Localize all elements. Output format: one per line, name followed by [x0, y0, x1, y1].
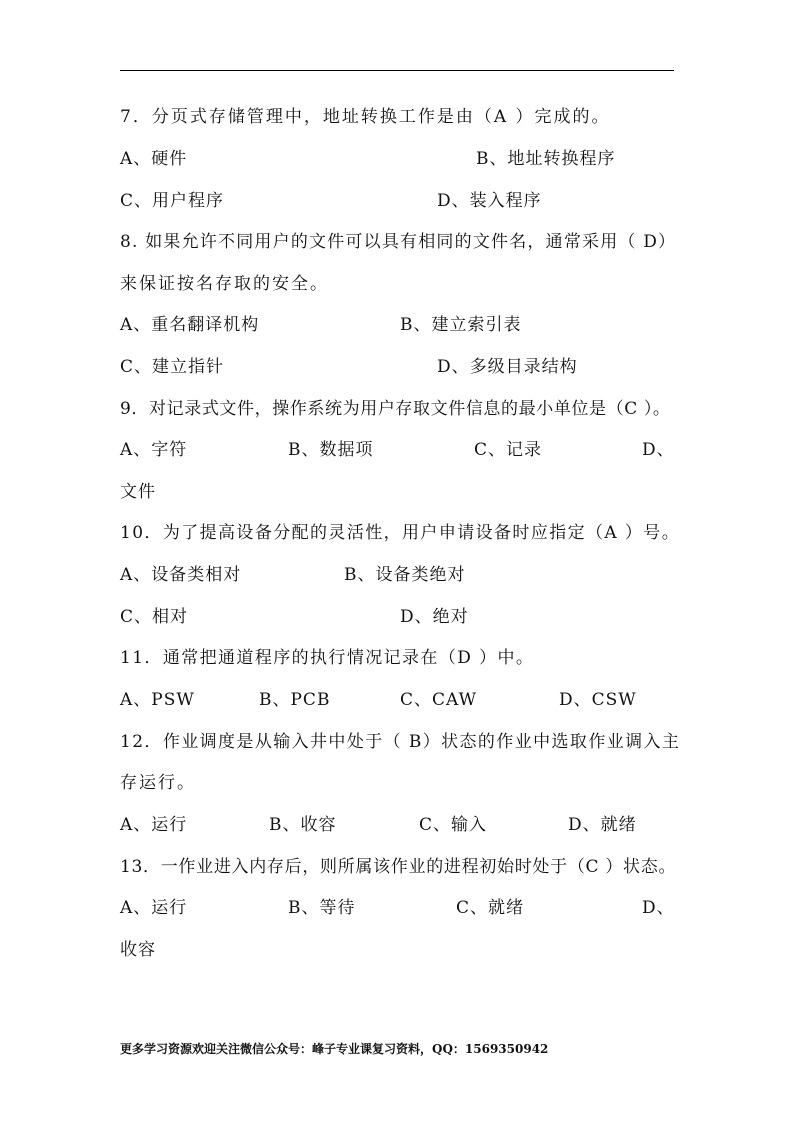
q10-option-d: D、绝对	[400, 607, 469, 627]
q7-option-a: A、硬件	[120, 149, 188, 169]
q11-option-c: C、CAW	[400, 690, 478, 710]
q13-option-d-text: 收容	[120, 940, 156, 960]
question-13-stem: 13．一作业进入内存后，则所属该作业的进程初始时处于（C ）状态。	[120, 857, 677, 877]
q9-option-d: D、	[642, 440, 675, 460]
q10-option-c: C、相对	[120, 607, 189, 627]
question-10-stem: 10．为了提高设备分配的灵活性，用户申请设备时应指定（A ）号。	[120, 523, 681, 543]
question-12-stem-line-1: 12．作业调度是从输入井中处于（ B）状态的作业中选取作业调入主	[120, 732, 681, 752]
q7-option-c: C、用户程序	[120, 191, 225, 211]
q12-option-b: B、收容	[269, 815, 337, 835]
q8-option-d: D、多级目录结构	[437, 357, 578, 377]
q8-option-b: B、建立索引表	[400, 315, 522, 335]
question-12-stem-line-2: 存运行。	[120, 773, 196, 793]
q7-option-d: D、装入程序	[437, 191, 542, 211]
question-8-stem-line-2: 来保证按名存取的安全。	[120, 274, 329, 294]
q10-option-a: A、设备类相对	[120, 565, 242, 585]
q7-option-b: B、地址转换程序	[476, 149, 616, 169]
q13-option-c: C、就绪	[456, 898, 525, 918]
q13-option-a: A、运行	[120, 898, 188, 918]
q9-option-c: C、记录	[474, 440, 543, 460]
question-11-stem: 11．通常把通道程序的执行情况记录在（D ）中。	[120, 648, 535, 668]
question-9-stem: 9．对记录式文件，操作系统为用户存取文件信息的最小单位是（C ）。	[120, 399, 671, 419]
q8-option-c: C、建立指针	[120, 357, 225, 377]
q11-option-d: D、CSW	[559, 690, 637, 710]
q9-option-d-text: 文件	[120, 482, 156, 502]
q13-option-d: D、	[642, 898, 675, 918]
q8-option-a: A、重名翻译机构	[120, 315, 260, 335]
footer-note: 更多学习资源欢迎关注微信公众号：峰子专业课复习资料，QQ：1569350942	[120, 1042, 549, 1056]
q13-option-b: B、等待	[288, 898, 356, 918]
q11-option-a: A、PSW	[120, 690, 195, 710]
q11-option-b: B、PCB	[259, 690, 331, 710]
q9-option-b: B、数据项	[288, 440, 374, 460]
question-8-stem-line-1: 8. 如果允许不同用户的文件可以具有相同的文件名，通常采用（ D）	[120, 232, 677, 252]
question-7-stem: 7．分页式存储管理中，地址转换工作是由（A ）完成的。	[120, 107, 611, 127]
q12-option-d: D、就绪	[568, 815, 637, 835]
q12-option-c: C、输入	[419, 815, 488, 835]
q9-option-a: A、字符	[120, 440, 188, 460]
q10-option-b: B、设备类绝对	[344, 565, 466, 585]
q12-option-a: A、运行	[120, 815, 188, 835]
header-rule	[120, 70, 674, 71]
